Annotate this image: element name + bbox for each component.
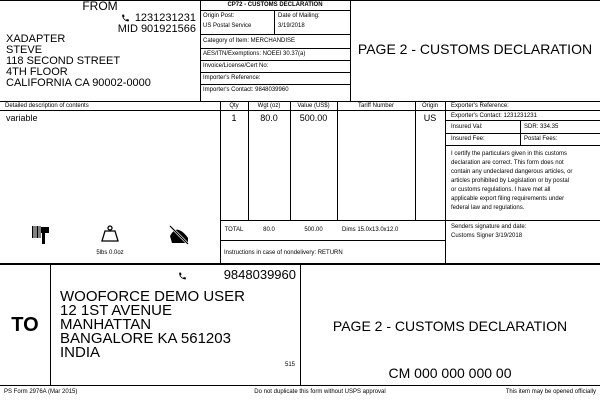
customs-line [200, 84, 350, 85]
exporter-line [445, 145, 600, 146]
total-weight: 80.0 [263, 227, 275, 233]
origin-post-label: Origin Post: [203, 13, 235, 19]
insured-value-label: Insured Val: [451, 124, 483, 130]
from-label: FROM [82, 0, 118, 13]
exporter-col-divider [520, 120, 521, 145]
exporter-reference: Exporter's Reference: [451, 103, 509, 109]
origin-post-value: US Postal Service [203, 23, 252, 29]
category-of-item: Category of Item: MERCHANDISE [203, 38, 296, 44]
signature-value: Customs Signer 3/19/2018 [451, 233, 523, 239]
sender-address-line: STEVE [6, 44, 43, 56]
recipient-address-line: WOOFORCE DEMO USER [60, 288, 246, 305]
exporter-divider [445, 101, 446, 263]
exporter-line [445, 220, 600, 221]
certification-line: articles prohibited by Legislation or by postal [451, 178, 570, 184]
signature-label: Senders signature and date: [451, 224, 527, 230]
sender-phone: 1231231231 [134, 12, 196, 24]
sender-address-line: 118 SECOND STREET [6, 55, 121, 67]
duplication-notice: Do not duplicate this form without USPS approval [254, 389, 386, 395]
items-col-divider [220, 101, 221, 263]
items-header-line [0, 110, 445, 111]
item-value: 500.00 [299, 113, 328, 123]
form-number: PS Form 2976A (Mar 2015) [4, 389, 78, 395]
postal-fees-label: Postal Fees: [524, 136, 558, 142]
customs-title: CP72 - CUSTOMS DECLARATION [227, 2, 323, 8]
recipient-address-line: MANHATTAN [60, 316, 152, 333]
certification-line: federal law and regulations. [451, 205, 525, 211]
total-value: 500.00 [304, 227, 323, 233]
header-tariff: Tariff Number [358, 103, 394, 109]
certification-line: contain any undeclared dangerous articles, or [451, 169, 573, 175]
no-flammable-icon [168, 224, 190, 246]
date-of-mailing-value: 3/19/2018 [278, 23, 305, 29]
importer-contact: Importer's Contact: 9848039960 [203, 87, 289, 93]
item-description: variable [6, 113, 38, 123]
items-col-divider [337, 101, 338, 220]
weight-icon [101, 225, 119, 243]
barcode-scanner-icon [30, 224, 50, 248]
customs-line [200, 60, 350, 61]
sdr-value: SDR: 334.35 [524, 124, 559, 130]
dimensions: Dims 15.0x13.0x12.0 [342, 227, 399, 233]
certification-line: or customs regulations. I have met all [451, 187, 551, 193]
to-divider [50, 265, 51, 385]
customs-line [200, 10, 350, 11]
tracking-number: CM 000 000 000 00 [388, 365, 512, 381]
header-value: Value (US$) [297, 103, 330, 109]
total-label: TOTAL [224, 227, 244, 233]
recipient-phone: 9848039960 [223, 267, 296, 282]
sender-mid: MID 901921566 [117, 23, 196, 35]
recipient-code: 515 [285, 362, 296, 368]
header-qty: Qty [229, 103, 239, 109]
to-label: TO [11, 314, 39, 336]
certification-line: declaration are correct. This form does not [451, 160, 564, 166]
customs-line [200, 72, 350, 73]
recipient-address-line: BANGALORE KA 561203 [60, 330, 231, 347]
insured-fee-label: Insured Fee: [451, 136, 485, 142]
item-qty: 1 [231, 113, 237, 123]
open-officially-notice: This item may be opened officially [505, 389, 596, 395]
customs-line [200, 48, 350, 49]
divider-footer [0, 385, 600, 386]
sender-address-line: XADAPTER [6, 33, 66, 45]
date-of-mailing-label: Date of Mailing: [278, 13, 320, 19]
origin-date-divider [274, 10, 275, 34]
header-weight: Wgt (oz) [257, 103, 281, 109]
sender-address-line: CALIFORNIA CA 90002-0000 [6, 77, 151, 89]
item-origin: US [423, 113, 437, 123]
page-title-bottom: PAGE 2 - CUSTOMS DECLARATION [332, 318, 568, 334]
package-weight: 5lbs 0.0oz [96, 250, 124, 256]
nondelivery-line [220, 240, 445, 241]
customs-line [200, 34, 350, 35]
aes-exemptions: AES/ITN/Exemptions: NOEEI 30.37(a) [203, 51, 306, 57]
item-weight: 80.0 [260, 113, 278, 123]
importer-reference: Importer's Reference: [203, 75, 261, 81]
nondelivery-instructions: Instructions in case of nondelivery: RETURN [224, 250, 343, 256]
exporter-line [445, 133, 600, 134]
recipient-address-line: 12 1ST AVENUE [60, 302, 173, 319]
invoice-license: Invoice/License/Cert No: [203, 63, 269, 69]
certification-line: applicable export filing requirements under [451, 196, 565, 202]
header-description: Detailed description of contents [5, 103, 89, 109]
sender-address-line: 4TH FLOOR [6, 66, 68, 78]
phone-icon [178, 271, 187, 281]
total-line [220, 220, 445, 221]
recipient-address-line: INDIA [60, 344, 101, 361]
page-title-top: PAGE 2 - CUSTOMS DECLARATION [357, 41, 593, 57]
exporter-line [445, 120, 600, 121]
exporter-contact: Exporter's Contact: 1231231231 [451, 113, 537, 119]
exporter-line [445, 110, 600, 111]
certification-line: I certify the particulars given in this customs [451, 151, 568, 157]
divider-sender-items [0, 101, 600, 102]
header-origin: Origin [421, 103, 438, 109]
